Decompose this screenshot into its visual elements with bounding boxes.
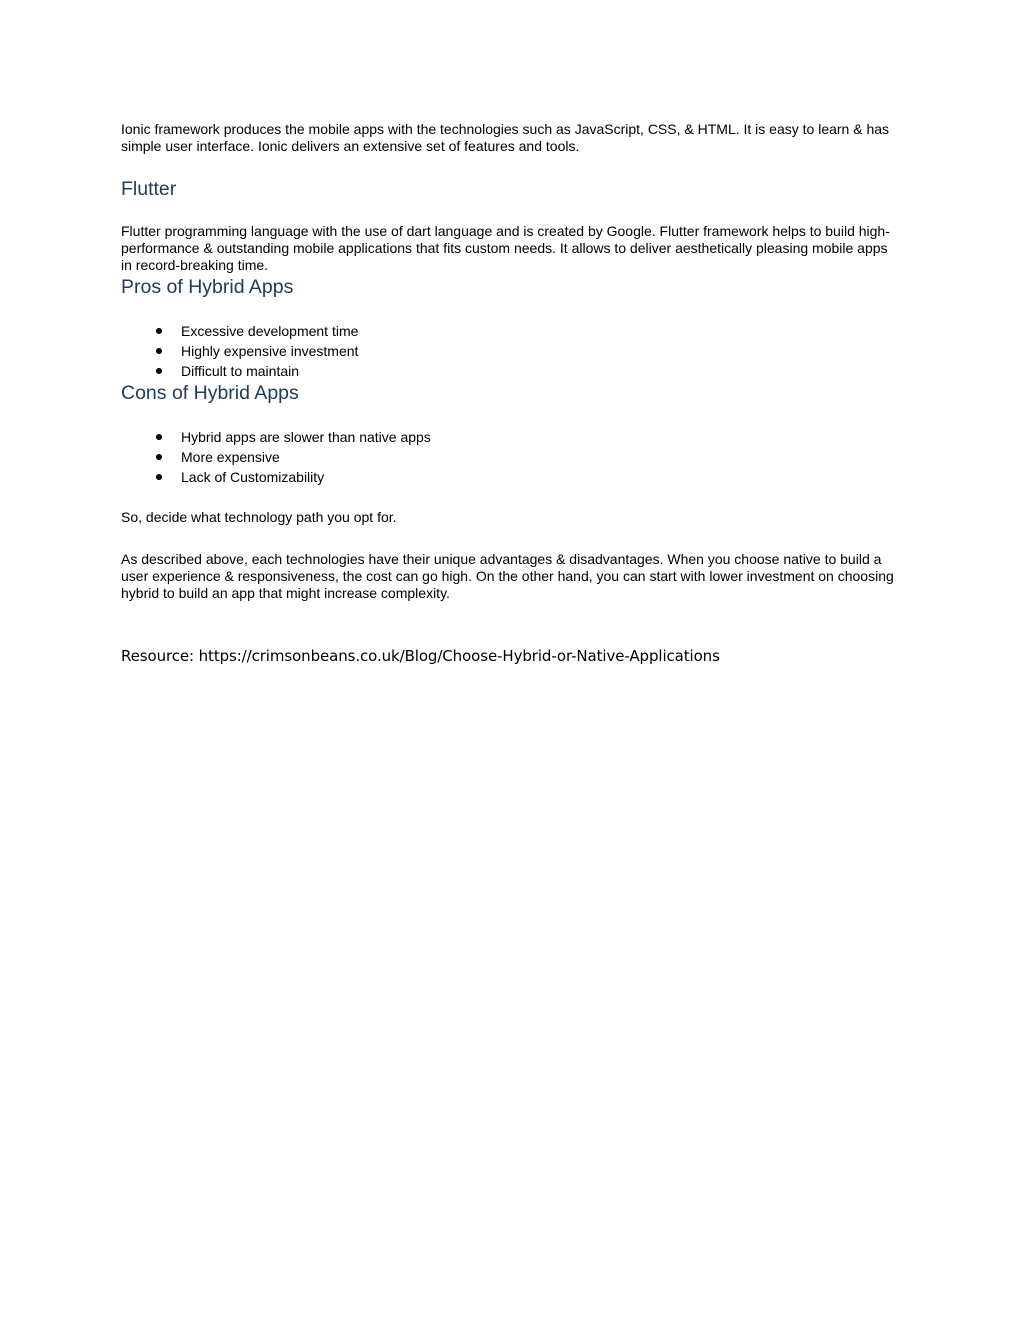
list-item-text: Hybrid apps are slower than native apps	[181, 429, 431, 446]
list-item	[121, 361, 896, 381]
decide-paragraph: So, decide what technology path you opt for.	[121, 509, 397, 526]
list-item-text: Excessive development time	[181, 323, 359, 340]
resource-url: https://crimsonbeans.co.uk/Blog/Choose-Hybrid-or-Native-Applications	[198, 646, 720, 665]
document-content	[121, 121, 896, 666]
pros-list	[121, 321, 896, 381]
cons-list	[121, 427, 896, 487]
list-item-text: More expensive	[181, 449, 280, 466]
cons-heading: Cons of Hybrid Apps	[121, 382, 299, 405]
bullet-icon	[156, 328, 162, 334]
described-paragraph: As described above, each technologies have their unique advantages & disadvantages. When you choose native to build a user experience & responsiveness, the cost can go high. On the other hand, you can start with lower investment on choosing hybrid to build an app that might increase complexity.	[121, 550, 894, 602]
list-item-text: Lack of Customizability	[181, 469, 325, 486]
resource-label: Resource:	[121, 646, 199, 665]
pros-heading: Pros of Hybrid Apps	[121, 276, 294, 299]
intro-paragraph: Ionic framework produces the mobile apps with the technologies such as JavaScript, CSS, & HTML. It is easy to learn & has simple user interface. Ionic delivers an extensive set of features and tools.	[121, 121, 890, 155]
bullet-icon	[156, 348, 162, 354]
list-item	[121, 427, 896, 447]
flutter-paragraph: Flutter programming language with the use of dart language and is created by Google. Flutter framework helps to build high-performance & outstanding mobile applications that fits custom needs. It allows to deliver aesthetically pleasing mobile apps in record-breaking time.	[121, 222, 890, 274]
bullet-icon	[156, 368, 162, 374]
list-item	[121, 321, 896, 341]
flutter-heading: Flutter	[121, 177, 177, 200]
bullet-icon	[156, 474, 162, 480]
list-item-text: Highly expensive investment	[181, 343, 359, 360]
list-item	[121, 447, 896, 467]
bullet-icon	[156, 434, 162, 440]
bullet-icon	[156, 454, 162, 460]
list-item	[121, 467, 896, 487]
list-item	[121, 341, 896, 361]
resource-line	[121, 646, 896, 666]
list-item-text: Difficult to maintain	[181, 363, 300, 380]
